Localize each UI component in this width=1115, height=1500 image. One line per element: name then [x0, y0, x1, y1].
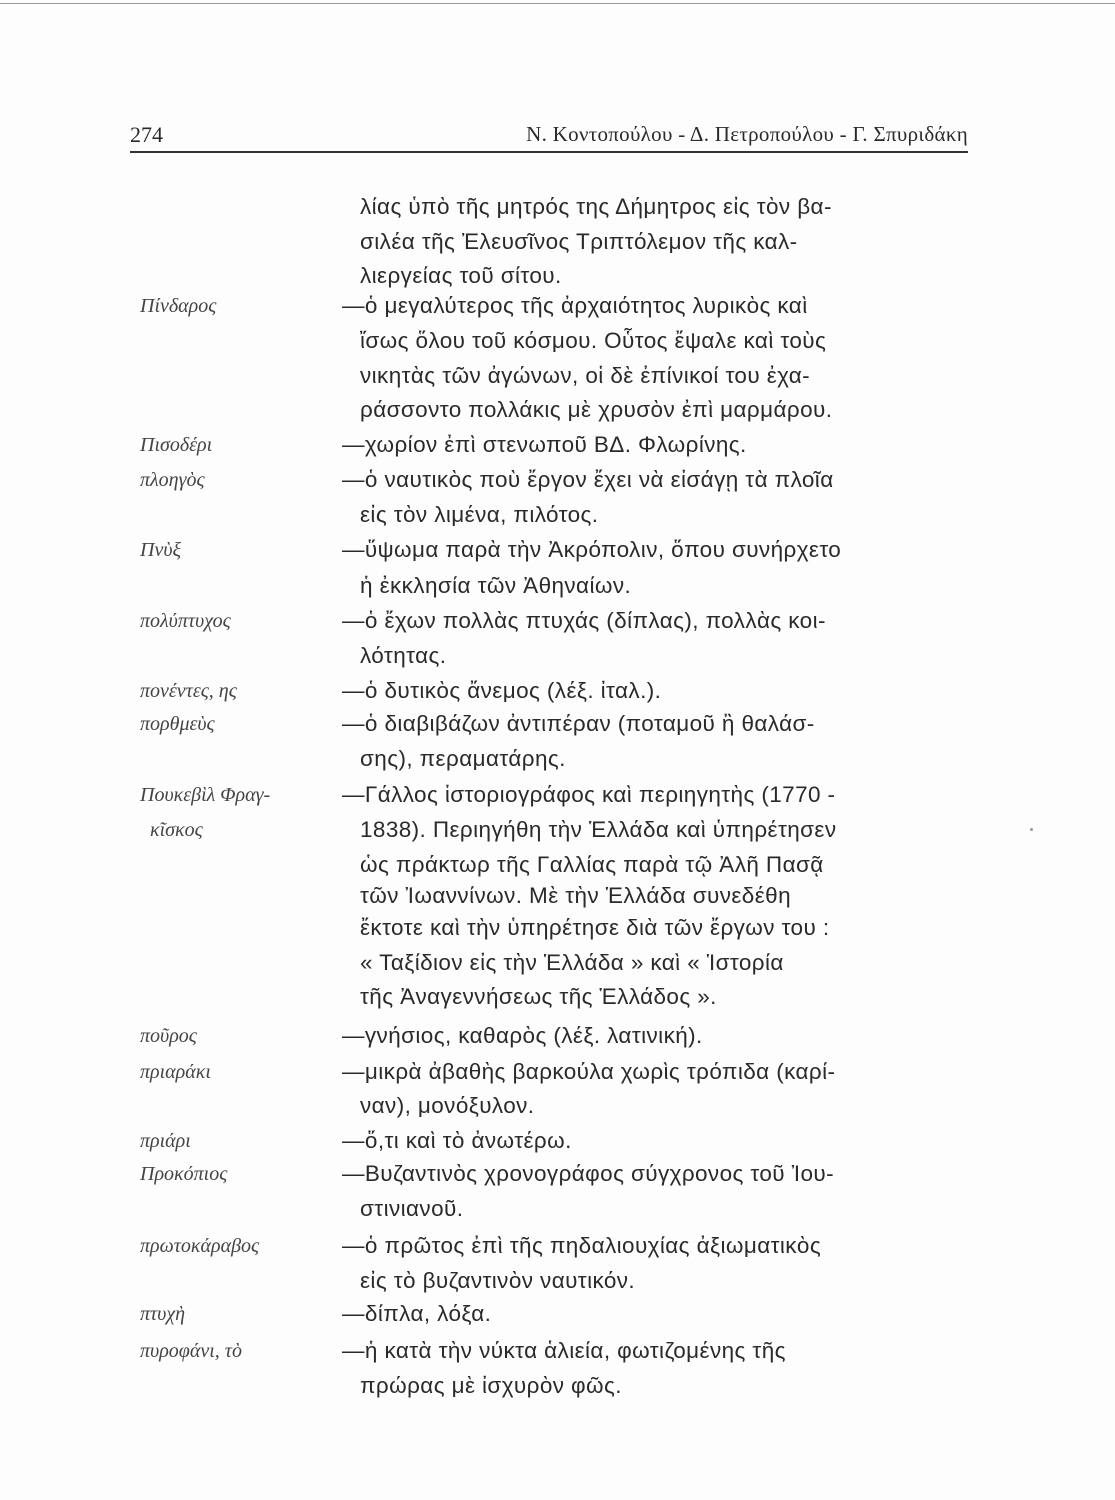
definition-line: λίας ὑπὸ τῆς μητρός της Δήμητρος εἰς τὸν βα- [360, 194, 832, 219]
definition-line: —Βυζαντινὸς χρονογράφος σύγχρονος τοῦ Ἰου- [342, 1161, 834, 1186]
entry-term: πρωτοκάραβος [140, 1235, 260, 1257]
definition-line: —ὁ μεγαλύτερος τῆς ἀρχαιότητος λυρικὸς καὶ [342, 293, 808, 318]
definition-line: τῆς Ἀναγεννήσεως τῆς Ἑλλάδος ». [360, 984, 717, 1009]
definition-line: λότητας. [360, 643, 447, 668]
definition-line: « Ταξίδιον εἰς τὴν Ἑλλάδα » καὶ « Ἱστορία [360, 950, 784, 975]
definition-line: στινιανοῦ. [360, 1196, 464, 1221]
definition-line: —ἡ κατὰ τὴν νύκτα ἁλιεία, φωτιζομένης τῆς [342, 1338, 786, 1363]
entry-term: πλοηγὸς [140, 469, 205, 491]
definition-line: —δίπλα, λόξα. [342, 1301, 492, 1326]
entry-term: Προκόπιος [140, 1163, 228, 1185]
definition-line: —μικρὰ ἀβαθὴς βαρκούλα χωρὶς τρόπιδα (καρί- [342, 1059, 836, 1084]
entry-term: πονέντες, ης [140, 680, 237, 702]
entry-term: Πισοδέρι [140, 434, 213, 456]
entry-term: Πουκεβὶλ Φραγ- [140, 784, 271, 806]
entry-term-continuation: κῖσκος [150, 819, 203, 841]
definition-line: ὡς πράκτωρ τῆς Γαλλίας παρὰ τῷ Ἀλῆ Πασᾷ [360, 852, 824, 877]
definition-line: —χωρίον ἐπὶ στενωποῦ ΒΔ. Φλωρίνης. [342, 432, 747, 457]
page-number: 274 [130, 122, 163, 147]
definition-line: εἰς τὸν λιμένα, πιλότος. [360, 502, 599, 527]
entry-term: πτυχὴ [140, 1303, 186, 1325]
entry-term: ποῦρος [140, 1025, 197, 1047]
definition-line: σιλέα τῆς Ἐλευσῖνος Τριπτόλεμον τῆς καλ- [360, 229, 798, 254]
entry-term: πυροφάνι, τὸ [140, 1340, 242, 1362]
definition-line: —γνήσιος, καθαρὸς (λέξ. λατινική). [342, 1023, 703, 1048]
definition-line: —ὁ δυτικὸς ἄνεμος (λέξ. ἰταλ.). [342, 678, 662, 703]
definition-line: —ὕψωμα παρὰ τὴν Ἀκρόπολιν, ὅπου συνήρχετο [342, 537, 842, 562]
entry-term: Πίνδαρος [140, 295, 217, 317]
entry-term: πολύπτυχος [140, 610, 231, 632]
definition-line: —Γάλλος ἱστοριογράφος καὶ περιηγητὴς (1770 - [342, 782, 836, 807]
scan-speck [1030, 828, 1033, 831]
definition-line: —ὁ ναυτικὸς ποὺ ἔργον ἔχει νὰ εἰσάγῃ τὰ πλοῖα [342, 467, 834, 492]
scan-edge-line [0, 3, 1115, 4]
definition-line: —ὁ ἔχων πολλὰς πτυχάς (δίπλας), πολλὰς κοι- [342, 608, 826, 633]
definition-line: πρώρας μὲ ἰσχυρὸν φῶς. [360, 1373, 622, 1398]
definition-line: σης), περαματάρης. [360, 746, 566, 771]
definition-line: ράσσοντο πολλάκις μὲ χρυσὸν ἐπὶ μαρμάρου. [360, 397, 833, 422]
running-head: Ν. Κοντοπούλου - Δ. Πετροπούλου - Γ. Σπυριδάκη [526, 122, 968, 146]
entry-term: πριαράκι [140, 1061, 211, 1083]
definition-line: ναν), μονόξυλον. [360, 1093, 535, 1118]
entry-term: πορθμεὺς [140, 713, 215, 735]
definition-line: —ὁ διαβιβάζων ἀντιπέραν (ποταμοῦ ἢ θαλάσ- [342, 711, 815, 736]
definition-line: εἰς τὸ βυζαντινὸν ναυτικόν. [360, 1268, 636, 1293]
entry-term: πριάρι [140, 1130, 191, 1152]
definition-line: λιεργείας τοῦ σίτου. [360, 263, 562, 288]
definition-line: νικητὰς τῶν ἀγώνων, οἱ δὲ ἐπίνικοί του ἐχα- [360, 363, 811, 388]
definition-line: ἔκτοτε καὶ τὴν ὑπηρέτησε διὰ τῶν ἔργων του : [360, 915, 830, 940]
definition-line: ἴσως ὅλου τοῦ κόσμου. Οὗτος ἔψαλε καὶ τοὺς [360, 328, 827, 353]
definition-line: 1838). Περιηγήθη τὴν Ἑλλάδα καὶ ὑπηρέτησεν [360, 817, 837, 842]
definition-line: —ὁ πρῶτος ἐπὶ τῆς πηδαλιουχίας ἀξιωματικὸς [342, 1233, 822, 1258]
entry-term: Πνὺξ [140, 539, 182, 561]
definition-line: —ὅ,τι καὶ τὸ ἀνωτέρω. [342, 1128, 572, 1153]
definition-line: ἡ ἐκκλησία τῶν Ἀθηναίων. [360, 573, 632, 598]
header-rule [130, 151, 968, 153]
definition-line: τῶν Ἰωαννίνων. Μὲ τὴν Ἑλλάδα συνεδέθη [360, 883, 791, 908]
